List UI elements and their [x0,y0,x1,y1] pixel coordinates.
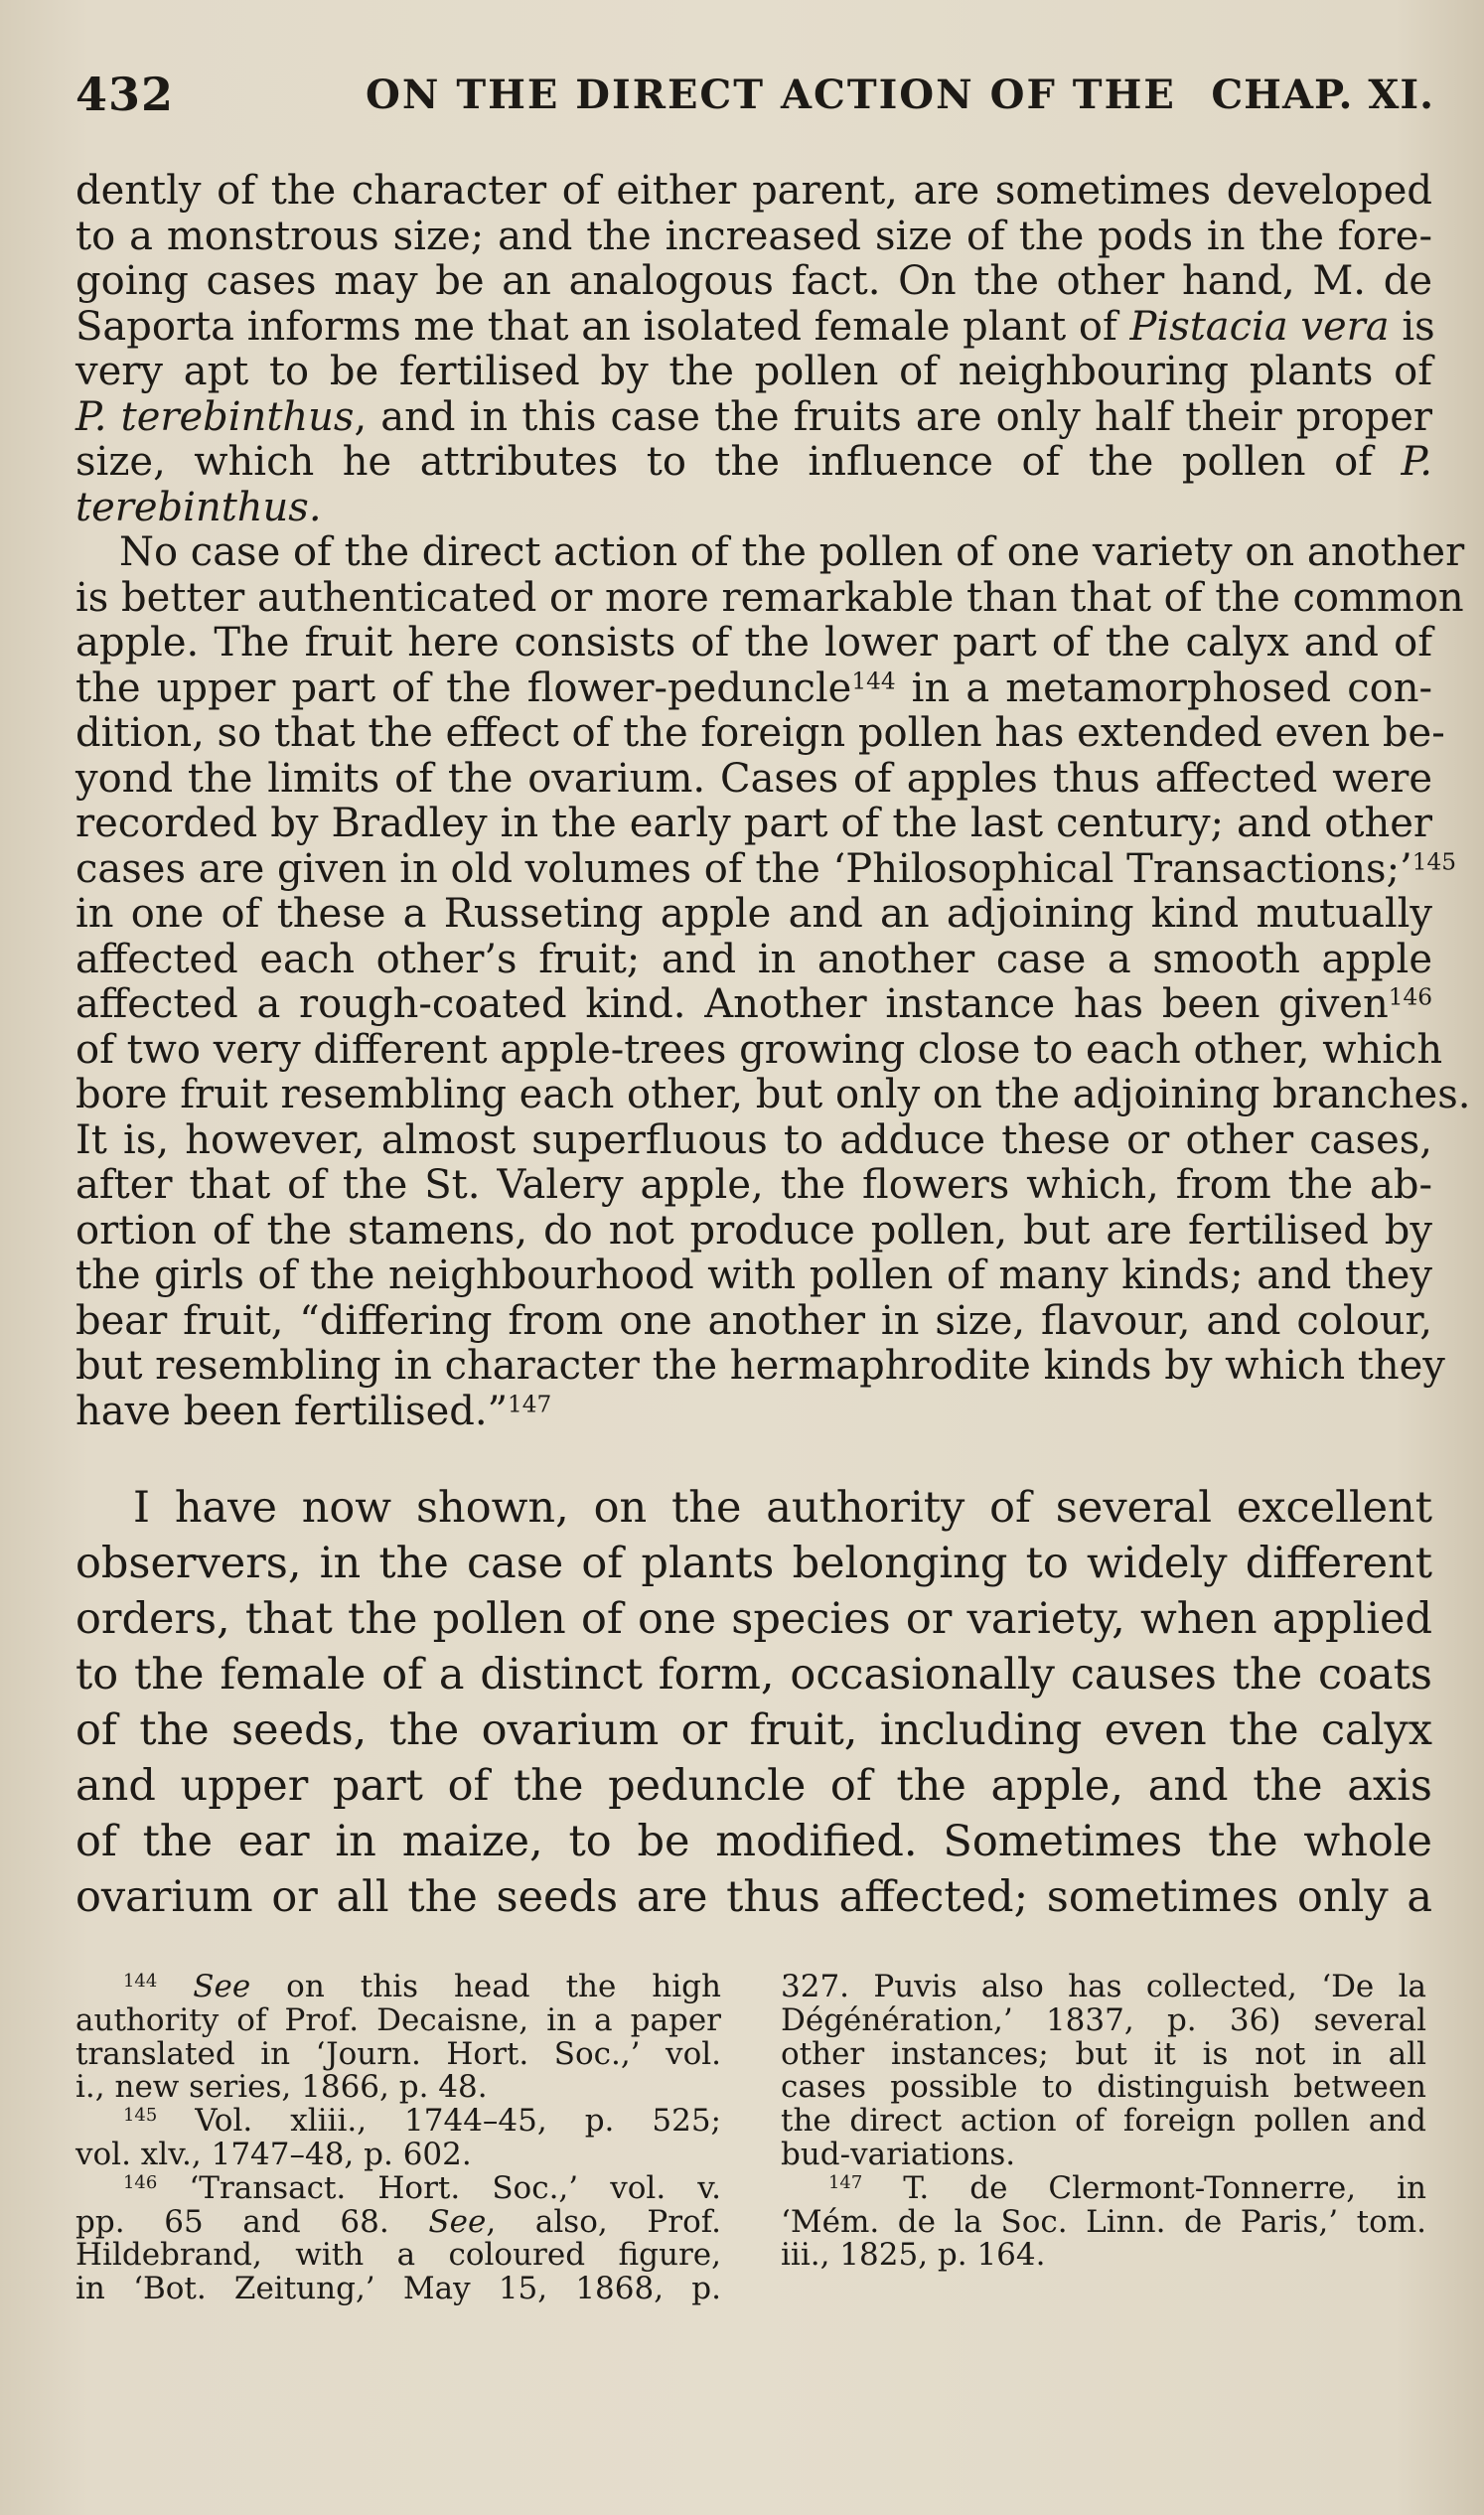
footnote-line: ‘Mém. de la Soc. Linn. de Paris,’ tom. [781,2203,1426,2240]
footnote-line: vol. xlv., 1747–48, p. 602. [75,2136,472,2172]
footnote-ref: 145 [1411,847,1457,875]
footnote-line: in ‘Bot. Zeitung,’ May 15, 1868, p. [75,2271,721,2307]
footnote-line: 327. Puvis also has collected, ‘De la [781,1969,1426,2004]
species-name: P. terebinthus [75,393,355,440]
footnote-line: iii., 1825, p. 164. [781,2237,1046,2274]
text-line: after that of the St. Valery apple, the flowers which, from the ab- [75,1162,1432,1208]
text-line: size, which he attributes to the influence of the pollen of P. [75,439,1432,485]
text-line: recorded by Bradley in the early part of the last century; and other [75,801,1432,846]
summary-line: orders, that the pollen of one species or variety, when applied [75,1594,1432,1644]
footnote-line: translated in ‘Journ. Hort. Soc.,’ vol. [75,2035,721,2072]
footnote-line: Dégénération,’ 1837, p. 36) several [781,2001,1426,2038]
text-line: very apt to be fertilised by the pollen of neighbouring plants of [75,349,1432,394]
footnote-147: $^{147}$ T. de Clermont-Tonnerre, in [828,2169,1426,2206]
text-line: apple. The fruit here consists of the lower part of the calyx and of [75,620,1432,666]
chapter-label: CHAP. XI. [1211,72,1434,118]
footnotes-left-column [75,1971,721,2306]
running-title: ON THE DIRECT ACTION OF THE [366,72,1176,118]
text-line: bear fruit, “differing from one another in size, flavour, and colour, [75,1297,1432,1344]
text-line: have been fertilised.”$^{147}$ [75,1388,552,1434]
species-name: Pistacia vera [1129,303,1390,350]
text-line: is better authenticated or more remarkable than that of the common [75,574,1464,621]
footnote-144: $^{144}$ See on this head the high [123,1969,721,2004]
summary-line: observers, in the case of plants belonging to widely different [75,1539,1432,1588]
text-line: It is, however, almost superfluous to adduce these or other cases, [75,1116,1432,1163]
footnote-ref: 146 [1388,983,1432,1011]
footnote-line: the direct action of foreign pollen and [781,2103,1426,2140]
footnotes-right-column [781,1971,1426,2273]
text-line: but resembling in character the hermaphrodite kinds by which they [75,1343,1445,1389]
species-name: P. [1401,439,1432,485]
summary-line: of the ear in maize, to be modified. Sometimes the whole [75,1817,1432,1866]
footnote-146: $^{146}$ ‘Transact. Hort. Soc.,’ vol. v. [123,2169,721,2206]
page-number: 432 [75,68,175,121]
summary-line: of the seeds, the ovarium or fruit, including even the calyx [75,1705,1432,1755]
text-line: cases are given in old volumes of the ‘Philosophical Transactions;’$^{145}$ [75,845,1457,892]
paragraph-start: No case of the direct action of the pollen of one variety on another [119,529,1465,575]
text-line: affected a rough-coated kind. Another instance has been given$^{146}$ [75,981,1432,1027]
text-line: Saporta informs me that an isolated female plant of Pistacia vera is [75,303,1435,350]
text-line: bore fruit resembling each other, but only on the adjoining branches. [75,1072,1471,1117]
text-line: to a monstrous size; and the increased size of the pods in the fore- [75,213,1432,259]
text-line: the upper part of the flower-peduncle$^{144}$ in a metamorphosed con- [75,665,1432,711]
footnote-line: authority of Prof. Decaisne, in a paper [75,2001,721,2038]
footnote-line: bud-variations. [781,2136,1016,2172]
text-line: ortion of the stamens, do not produce pollen, but are fertilised by [75,1207,1432,1254]
footnote-line: pp. 65 and 68. See, also, Prof. [75,2203,721,2240]
summary-line: ovarium or all the seeds are thus affected; sometimes only a [75,1872,1432,1922]
text-line: in one of these a Russeting apple and an adjoining kind mutually [75,891,1432,937]
footnote-ref: 144 [851,666,896,694]
text-line: yond the limits of the ovarium. Cases of apples thus affected were [75,755,1432,802]
text-line: going cases may be an analogous fact. On the other hand, M. de [75,258,1432,304]
footnote-line: cases possible to distinguish between [781,2069,1426,2106]
summary-line: to the female of a distinct form, occasionally causes the coats [75,1650,1432,1700]
text-line: affected each other’s fruit; and in another case a smooth apple [75,936,1432,982]
text-line: dition, so that the effect of the foreign pollen has extended even be- [75,710,1445,756]
summary-line: and upper part of the peduncle of the apple, and the axis [75,1761,1432,1811]
text-line [75,486,1432,531]
page-header [75,68,1434,127]
species-name: terebinthus. [75,484,322,530]
text-line: dently of the character of either parent, are sometimes developed [75,168,1432,214]
summary-paragraph [75,1480,1432,1925]
text-line: of two very different apple-trees growing close to each other, which [75,1026,1443,1073]
footnote-145: $^{145}$ Vol. xliii., 1744–45, p. 525; [123,2103,721,2140]
text-line: P. terebinthus, and in this case the fruits are only half their proper [75,393,1432,440]
text-line: the girls of the neighbourhood with pollen of many kinds; and they [75,1253,1432,1298]
footnote-line: i., new series, 1866, p. 48. [75,2069,488,2106]
footnote-line: Hildebrand, with a coloured figure, [75,2237,721,2274]
summary-line: I have now shown, on the authority of several excellent [133,1483,1432,1533]
main-text [75,168,1471,1434]
footnote-line: other instances; but it is not in all [781,2035,1426,2072]
footnote-ref: 147 [508,1390,552,1417]
